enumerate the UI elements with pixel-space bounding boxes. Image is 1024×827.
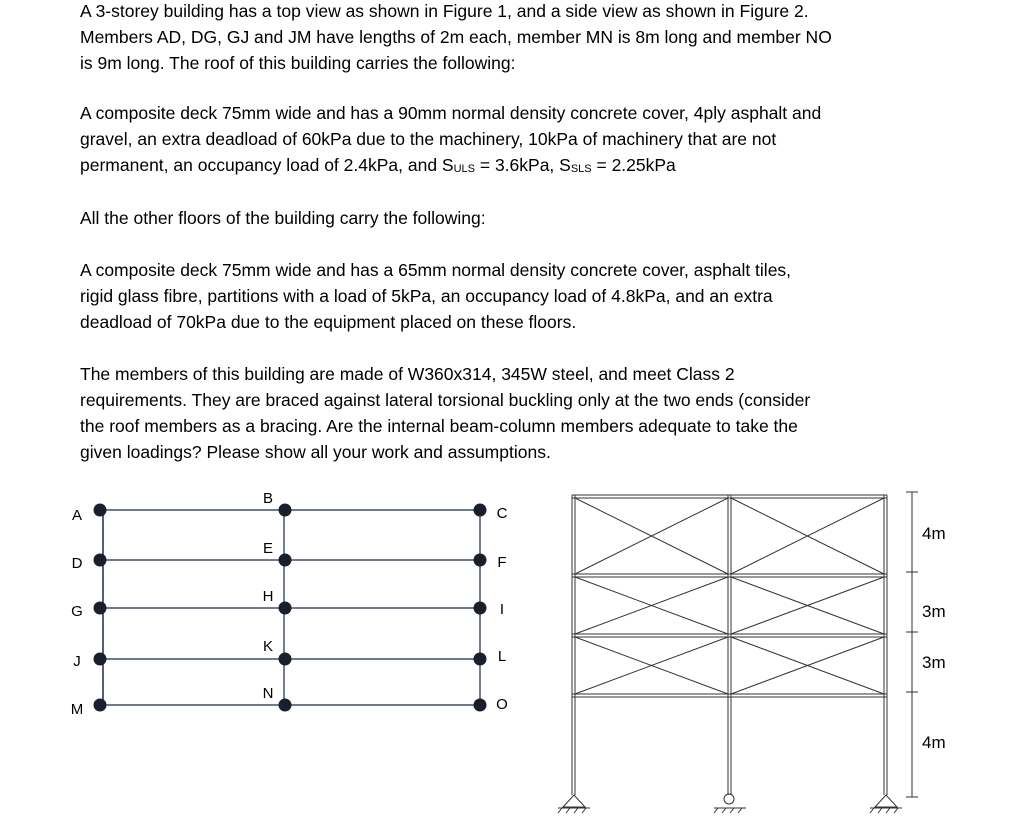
dimension-label: 3m bbox=[922, 602, 946, 621]
node-label: K bbox=[262, 638, 274, 655]
node-label: H bbox=[262, 588, 274, 605]
node-j bbox=[94, 653, 107, 666]
text-line: rigid glass fibre, partitions with a load of 5kPa, an occupancy load of 4.8kPa, and an extra bbox=[80, 286, 773, 306]
text-fragment: = 3.6kPa, S bbox=[475, 155, 571, 175]
node-i bbox=[474, 602, 487, 615]
node-label: L bbox=[497, 648, 507, 665]
node-d bbox=[94, 554, 107, 567]
node-label: G bbox=[71, 603, 83, 620]
text-line: A composite deck 75mm wide and has a 65mm normal density concrete cover, asphalt tiles, bbox=[80, 260, 792, 280]
text-line: A 3-storey building has a top view as shown in Figure 1, and a side view as shown in Figure 2. bbox=[80, 1, 809, 21]
text-line: Members AD, DG, GJ and JM have lengths of 2m each, member MN is 8m long and member NO bbox=[80, 27, 832, 47]
node-label: M bbox=[70, 701, 84, 718]
text-line: deadload of 70kPa due to the equipment placed on these floors. bbox=[80, 312, 577, 332]
node-a bbox=[94, 504, 107, 517]
text-line: A composite deck 75mm wide and has a 90mm normal density concrete cover, 4ply asphalt and bbox=[80, 103, 822, 123]
text-line: The members of this building are made of W360x314, 345W steel, and meet Class 2 bbox=[80, 364, 735, 384]
node-m bbox=[94, 699, 107, 712]
uls-subscript: ULS bbox=[453, 163, 475, 175]
node-n bbox=[279, 699, 292, 712]
dimension-label: 4m bbox=[922, 524, 946, 543]
dimension-label: 4m bbox=[922, 733, 946, 752]
roller-support-middle bbox=[724, 794, 734, 804]
node-b bbox=[279, 504, 292, 517]
node-label: B bbox=[262, 490, 274, 507]
node-label: O bbox=[496, 696, 508, 713]
node-c bbox=[474, 504, 487, 517]
node-o bbox=[474, 699, 487, 712]
node-label: C bbox=[496, 505, 508, 522]
text-line: the roof members as a bracing. Are the internal beam-column members adequate to take the bbox=[80, 416, 798, 436]
node-f bbox=[474, 554, 487, 567]
text-fragment: permanent, an occupancy load of 2.4kPa, and S bbox=[80, 155, 454, 175]
text-line: given loadings? Please show all your work and assumptions. bbox=[80, 442, 551, 462]
sls-subscript: SLS bbox=[570, 163, 592, 175]
node-g bbox=[94, 602, 107, 615]
node-label: I bbox=[499, 601, 505, 618]
text-line: is 9m long. The roof of this building carries the following: bbox=[80, 53, 516, 73]
node-h bbox=[279, 602, 292, 615]
dimension-label: 3m bbox=[922, 653, 946, 672]
pin-support-right bbox=[875, 795, 897, 807]
node-label: J bbox=[73, 653, 81, 670]
text-line: gravel, an extra deadload of 60kPa due to the machinery, 10kPa of machinery that are not bbox=[80, 129, 777, 149]
node-label: N bbox=[262, 685, 274, 702]
pin-support-left bbox=[563, 795, 585, 807]
figure-2-side-view bbox=[558, 492, 918, 813]
node-label: E bbox=[262, 540, 274, 557]
text-line: requirements. They are braced against lateral torsional buckling only at the two ends (consider bbox=[80, 390, 811, 410]
node-label: F bbox=[497, 554, 507, 571]
text-fragment: = 2.25kPa bbox=[591, 155, 676, 175]
node-k bbox=[279, 653, 292, 666]
node-e bbox=[279, 554, 292, 567]
node-label: A bbox=[71, 507, 83, 524]
text-line: All the other floors of the building carry the following: bbox=[80, 208, 486, 228]
node-l bbox=[474, 653, 487, 666]
node-label: D bbox=[71, 555, 83, 572]
